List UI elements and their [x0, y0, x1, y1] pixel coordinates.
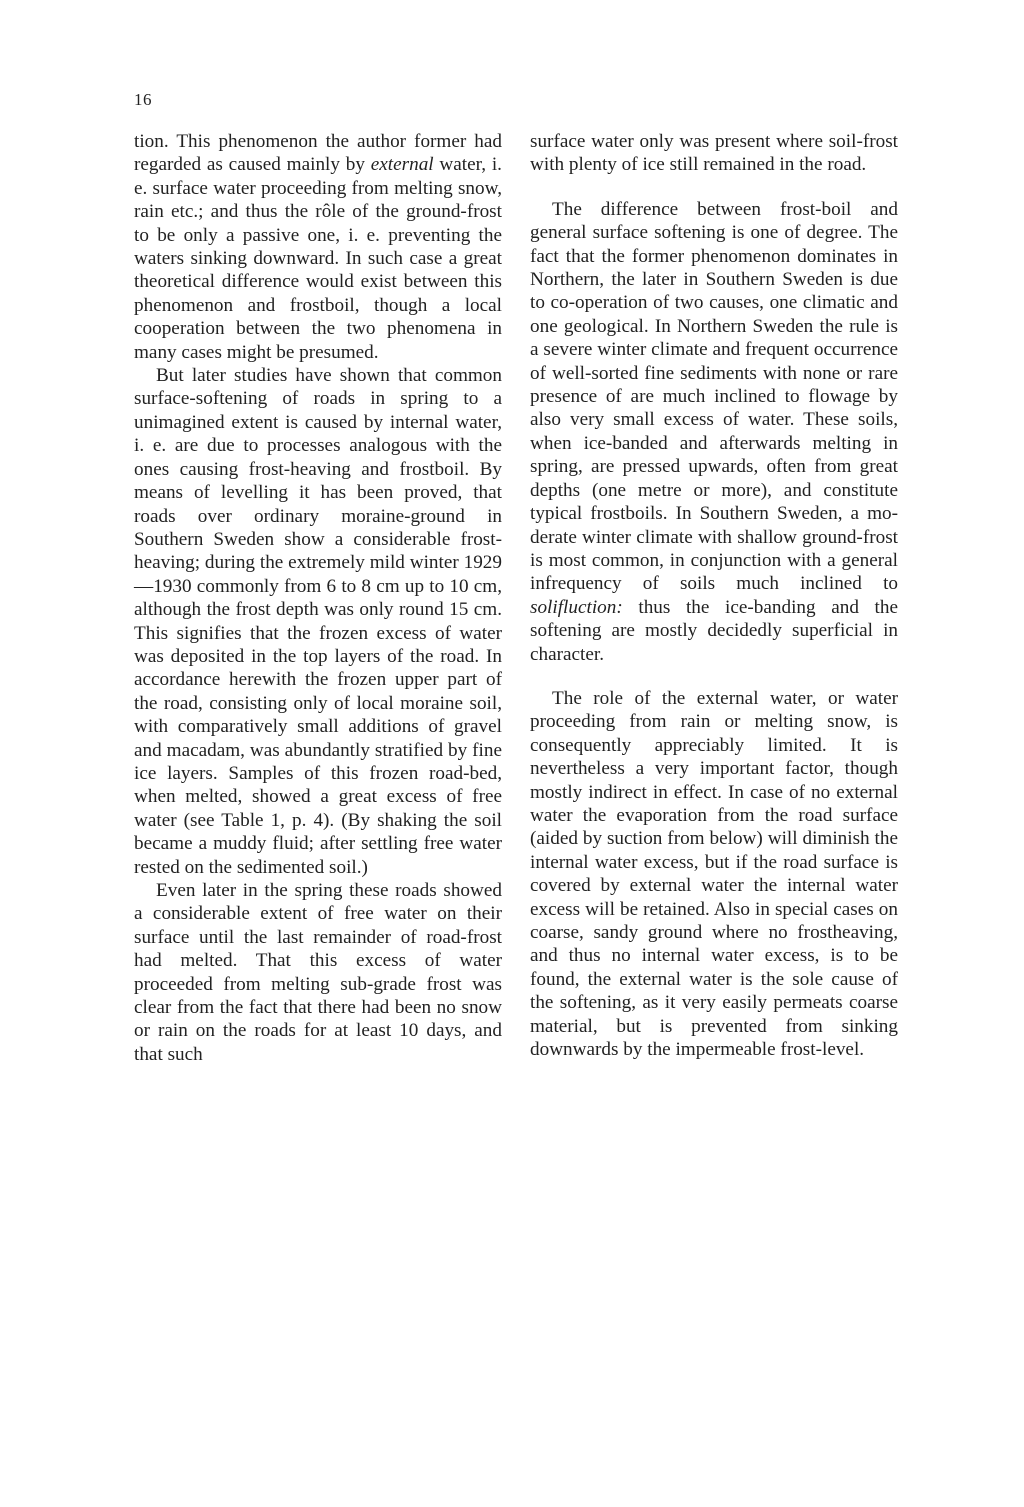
right-paragraph-2: [530, 198, 898, 666]
left-p1-text-end: water, i. e. surface water proceeding from melting snow, rain etc.; and thus the rôle of the ground-frost to be only a passive one, i. e. preventing the waters sinking downward. In such case a great theoretical difference would exist between this phenomenon and frostboil, though a local cooperation between the two phenomena in many cases might be presumed.: [134, 154, 502, 363]
left-paragraph-3: Even later in the spring these roads showed a considerable extent of free water on their surface until the last remainder of road-frost had melted. That this excess of water proceeded from melting sub-grade frost was clear from the fact that there had been no snow or rain on the roads for at least 10 days, and that such: [134, 880, 502, 1065]
right-paragraph-3: The role of the external water, or water proceeding from rain or melting snow, is consequently appreciably limited. It is nevertheless a very important factor, though mostly indirect in effect. In case of no external water the evaporation from the road surface (aided by suction from below) will diminish the internal water excess, but if the road surface is covered by external water the internal water excess will be retained. Also in special cases on coarse, sandy ground where no frostheaving, and thus no internal water excess, is to be found, the external water is the sole cause of the softening, as it very easily permeats coarse material, but is prevented from sinking downwards by the impermeable frost-level.: [530, 687, 898, 1061]
right-paragraph-1: surface water only was present where soil-frost with plenty of ice still remained in the road.: [530, 131, 898, 176]
left-paragraph-2: But later studies have shown that common surface-softening of roads in spring to a unimagined extent is caused by internal water, i. e. are due to processes analogous with the ones causing frost-heaving and frostboil. By means of levelling it has been proved, that roads over ordinary moraine-ground in Southern Sweden show a considerable frost-heaving; during the extremely mild winter 1929—1930 commonly from 6 to 8 cm up to 10 cm, although the frost depth was only round 15 cm. This signifies that the frozen excess of water was deposited in the top layers of the road. In accordance herewith the frozen upper part of the road, consisting only of local moraine soil, with comparatively small additions of gravel and macadam, was abundantly stratified by fine ice layers. Samples of this frozen road-bed, when melted, showed a great excess of free water (see Table 1, p. 4). (By shaking the soil became a muddy fluid; after settling free water rested on the sedimented soil.): [134, 365, 502, 878]
left-paragraph-1: [134, 130, 502, 364]
page-number: 16: [134, 90, 152, 109]
right-p2-emphasis: solifluction:: [530, 596, 623, 618]
right-column: [530, 130, 898, 1082]
right-p2-text-start: The difference between frost-boil and general surface softening is one of degree. The fact that the former phenomenon dominates in Northern, the later in Southern Sweden is due to co-operation of two causes, one climatic and one geological. In Northern Sweden the rule is a severe winter climate and frequent occurrence of well-sorted fine sediments with none or rare presence of are much inclined to flowage by also very small excess of water. These soils, when ice-banded and afterwards melting in spring, are pressed upwards, often from great depths (one metre or more), and constitute typical frostboils. In Southern Sweden, a moderate winter climate with shallow ground-frost is most common, in conjunction with a general infrequency of soils much inclined to: [530, 198, 898, 595]
left-p1-emphasis: external: [370, 154, 434, 176]
left-p1-text-start: tion. This phenomenon the author former had regarded as caused mainly by: [134, 131, 502, 176]
right-p2-text-end: thus the ice-banding and the softening are mostly decidedly superficial in character.: [530, 596, 898, 665]
left-column: [134, 130, 502, 1066]
